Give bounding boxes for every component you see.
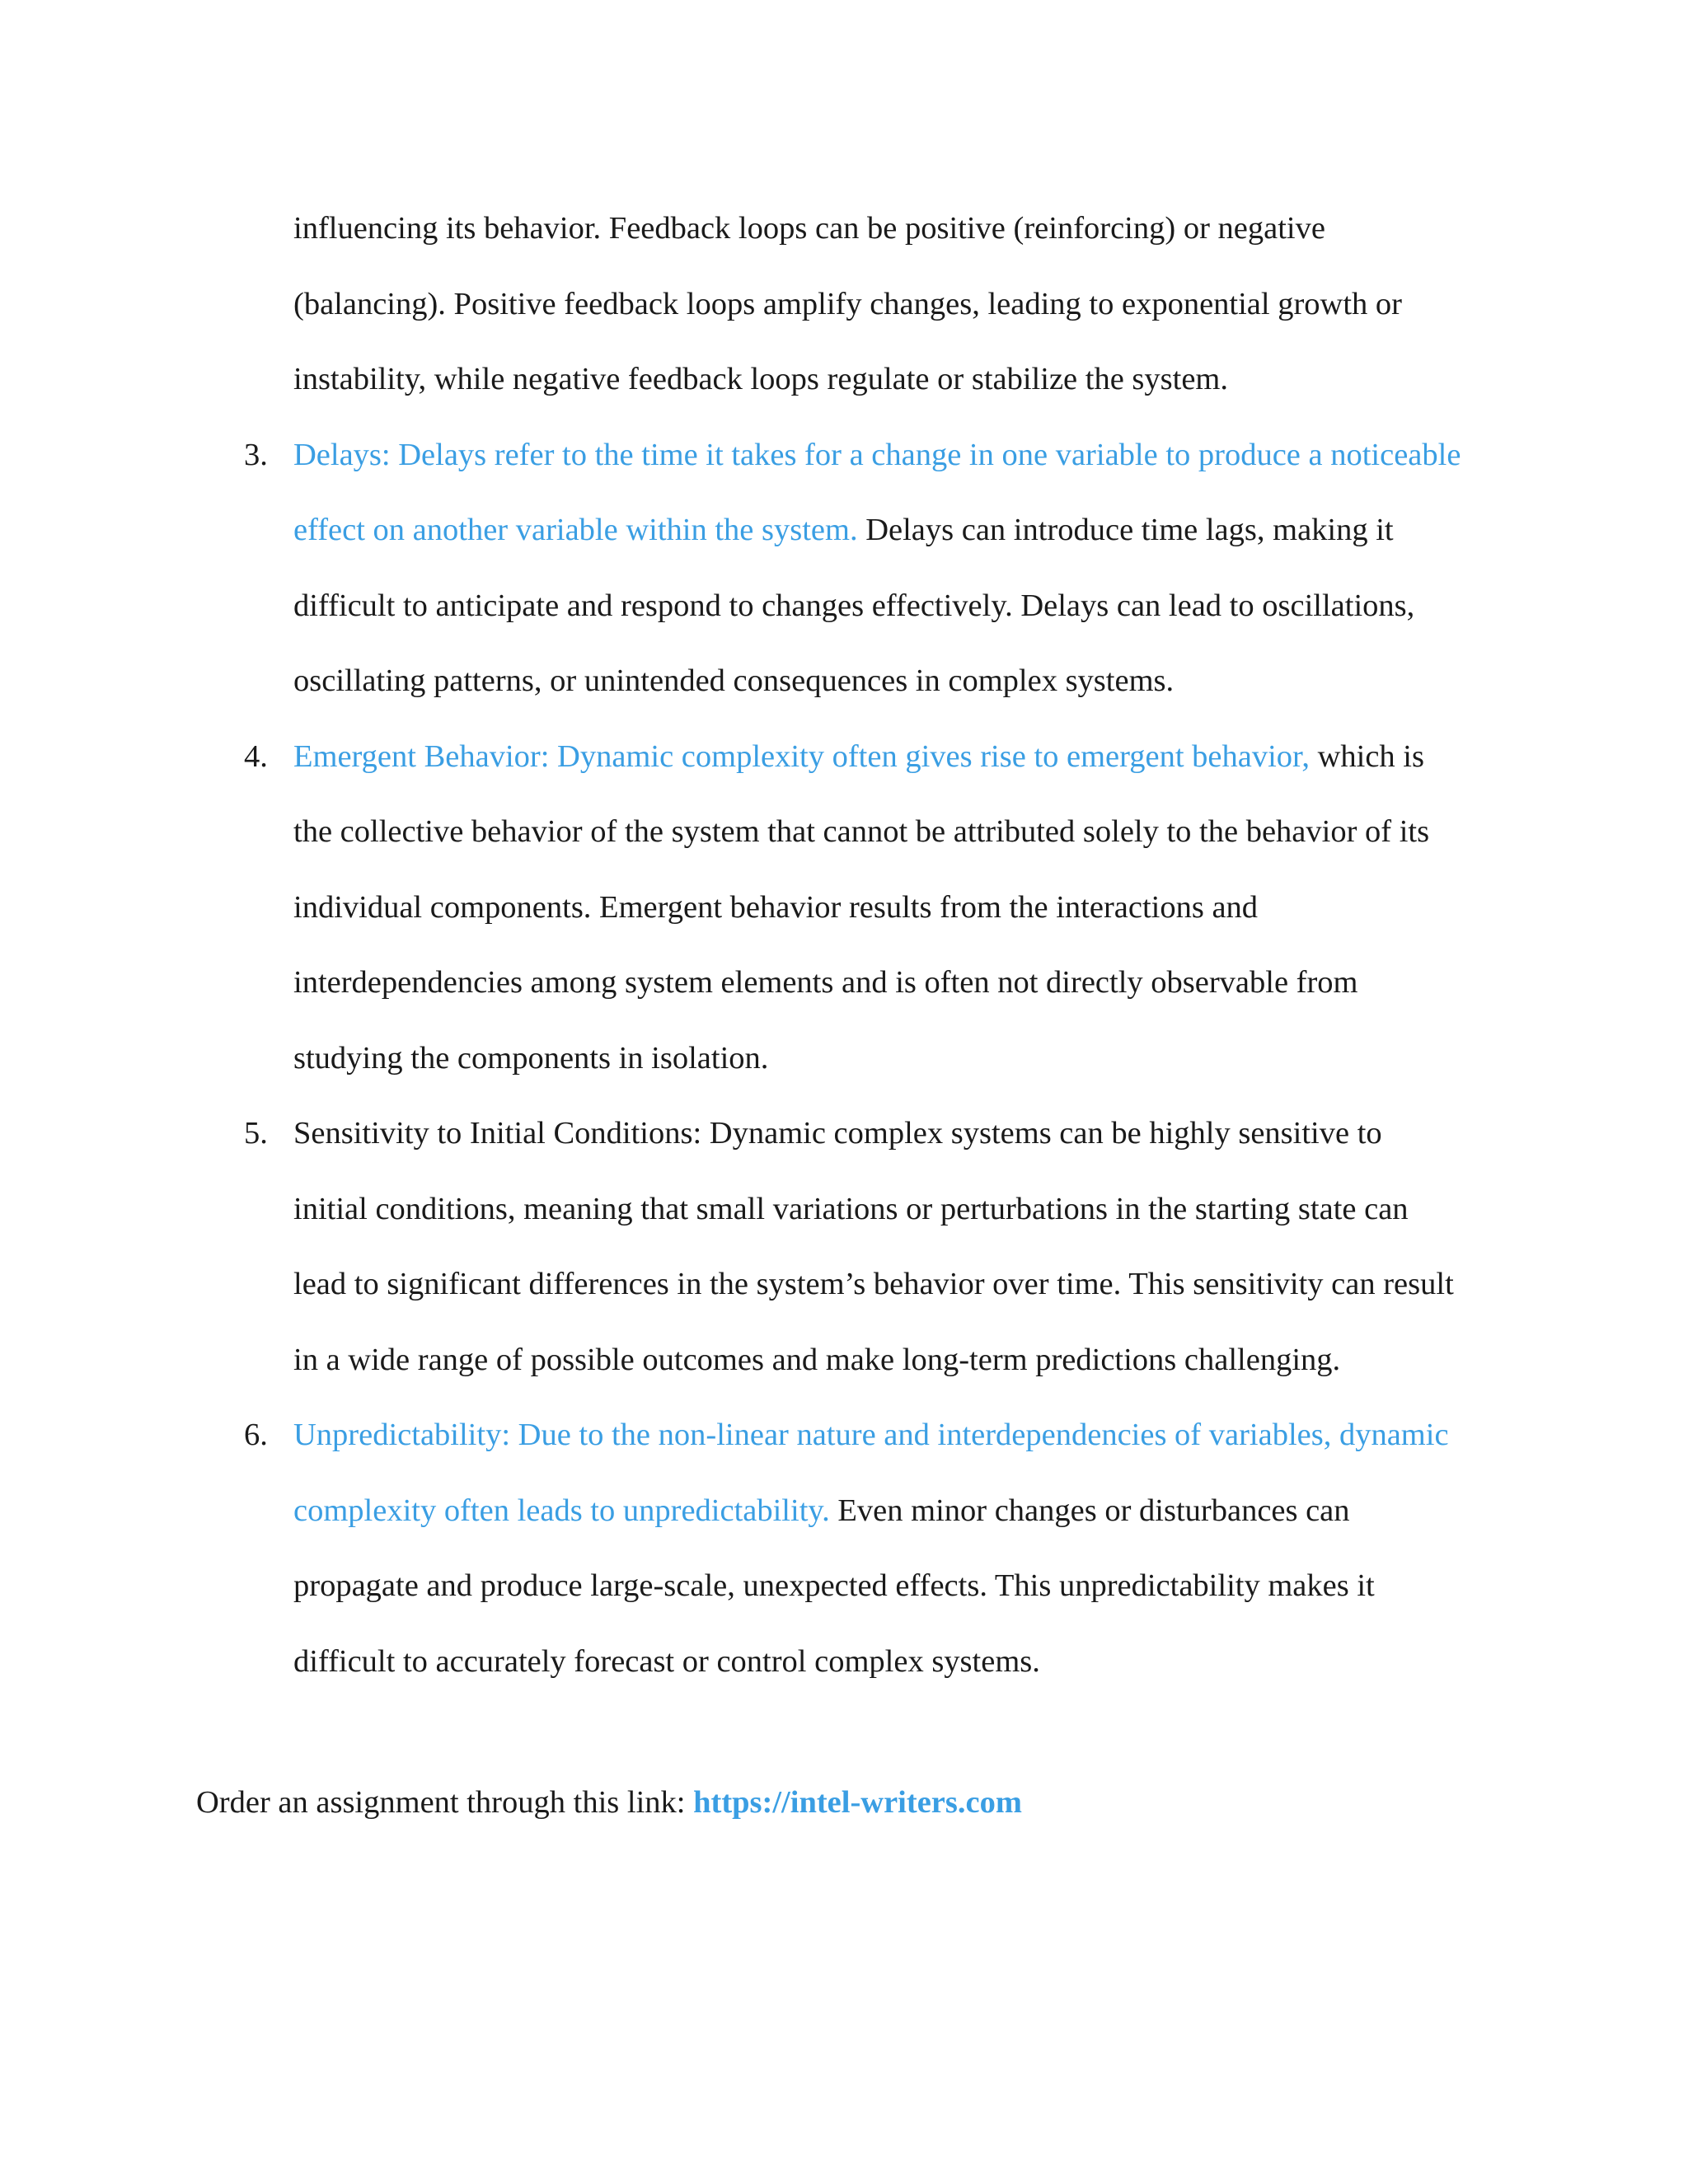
list-item-5 (244, 1096, 1464, 1398)
continued-paragraph: influencing its behavior. Feedback loops can be positive (reinforcing) or negative (balancing). Positive feedback loops amplify changes, leading to exponential growth or instability, while negative feedback loops regulate or stabilize the system. (293, 211, 1402, 396)
list-number: 3. (244, 437, 268, 472)
list-number: 6. (244, 1418, 268, 1452)
highlighted-text: Delays: Delays refer to the time it takes for a change in one variable to produce a noticeable effect on another variable within the system. (293, 437, 1461, 547)
document-body (244, 191, 1464, 1699)
list-item-6 (244, 1398, 1464, 1699)
order-line (196, 1765, 1022, 1841)
list-item-text: Delays can introduce time lags, making it difficult to anticipate and respond to changes effectively. Delays can lead to oscillations, oscillating patterns, or unintended consequences in complex systems. (293, 513, 1415, 698)
list-item-4 (244, 719, 1464, 1097)
highlighted-text: Emergent Behavior: Dynamic complexity often gives rise to emergent behavior, (293, 738, 1310, 774)
order-prefix: Order an assignment through this link: (196, 1785, 694, 1820)
list-number: 4. (244, 738, 268, 774)
highlighted-text: Unpredictability: Due to the non-linear nature and interdependencies of variables, dynamic complexity often leads to unpredictability. (293, 1418, 1449, 1528)
list-item-text: Sensitivity to Initial Conditions: Dynamic complex systems can be highly sensitive to initial conditions, meaning that small variations or perturbations in the starting state can lead to significant differences in the system’s behavior over time. This sensitivity can result in a wide range of possible outcomes and make long-term predictions challenging. (293, 1116, 1454, 1377)
list-item-3 (244, 418, 1464, 719)
numbered-list (244, 418, 1464, 1700)
list-item-text: which is the collective behavior of the system that cannot be attributed solely to the behavior of its individual components. Emergent behavior results from the interactions and interdependencies among system elements and is often not directly observable from studying the components in isolation. (293, 738, 1430, 1076)
order-link[interactable]: https://intel-writers.com (693, 1785, 1022, 1820)
list-item-text: Even minor changes or disturbances can propagate and produce large-scale, unexpected effects. This unpredictability makes it difficult to accurately forecast or control complex systems. (293, 1493, 1375, 1679)
list-number: 5. (244, 1116, 268, 1151)
